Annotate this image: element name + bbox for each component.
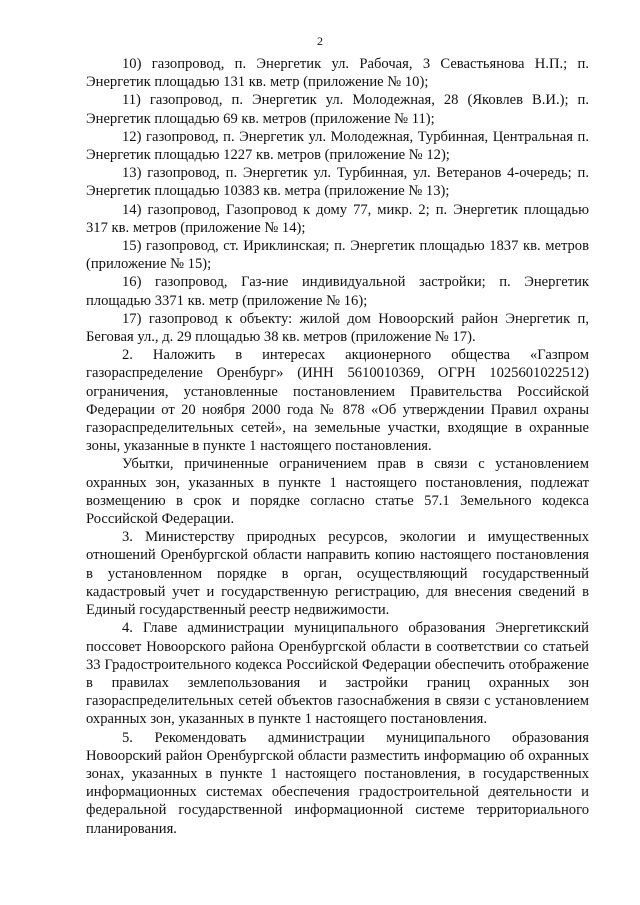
clause-5: 5. Рекомендовать администрации муниципального образования Новоорский район Оренбургской области разместить информацию об охранных зонах, указанных в пункте 1 настоящего постановления, в государственных информационных системах обеспечения градостроительной деятельности и федеральной государственной информационной системе территориального планирования. [86, 729, 589, 837]
list-item-13: 13) газопровод, п. Энергетик ул. Турбинная, ул. Ветеранов 4-очередь; п. Энергетик площадью 10383 кв. метра (приложение № 13); [86, 165, 589, 200]
clause-3: 3. Министерству природных ресурсов, экологии и имущественных отношений Оренбургской области направить копию настоящего постановления в установленном порядке в орган, осуществляющий государственный кадастровый учет и государственную регистрацию, для внесения сведений в Единый государственный реестр недвижимости. [86, 529, 589, 619]
clause-2: 2. Наложить в интересах акционерного общества «Газпром газораспределение Оренбург» (ИНН 5610010369, ОГРН 1025601022512) ограничения, установленные постановлением Правительства Российской Федерации от 20 ноября 2000 года № 878 «Об утверждении Правил охраны газораспределительных сетей», на земельные участки, входящие в охранные зоны, указанные в пункте 1 настоящего постановления. [86, 347, 589, 455]
list-item-15: 15) газопровод, ст. Ириклинская; п. Энергетик площадью 1837 кв. метров (приложение № 15); [86, 238, 589, 273]
page-number: 2 [317, 34, 323, 48]
list-item-14: 14) газопровод, Газопровод к дому 77, микр. 2; п. Энергетик площадью 317 кв. метров (приложение № 14); [86, 201, 589, 236]
clause-4: 4. Главе администрации муниципального образования Энергетикский поссовет Новоорского района Оренбургской области в соответствии со статьей 33 Градостроительного кодекса Российской Федерации обеспечить отображение в правилах землепользования и застройки границ охранных зон газораспределительных сетей объектов газоснабжения в связи с установлением охранных зон, указанных в пункте 1 настоящего постановления. [86, 620, 589, 728]
list-item-17: 17) газопровод к объекту: жилой дом Новоорский район Энергетик п, Беговая ул., д. 29 площадью 38 кв. метров (приложение № 17). [86, 310, 589, 346]
list-item-10: 10) газопровод, п. Энергетик ул. Рабочая, 3 Севастьянова Н.П.; п. Энергетик площадью 131 кв. метр (приложение № 10); [86, 56, 589, 91]
list-item-12: 12) газопровод, п. Энергетик ул. Молодежная, Турбинная, Центральная п. Энергетик площадью 1227 кв. метров (приложение № 12); [86, 128, 589, 164]
clause-2-damages: Убытки, причиненные ограничением прав в связи с установлением охранных зон, указанных в пункте 1 настоящего постановления, подлежат возмещению в срок и порядке согласно статье 57.1 Земельного кодекса Российской Федерации. [86, 456, 589, 528]
document-body [86, 55, 589, 838]
list-item-16: 16) газопровод, Газ-ние индивидуальной застройки; п. Энергетик площадью 3371 кв. метр (приложение № 16); [86, 274, 589, 309]
list-item-11: 11) газопровод, п. Энергетик ул. Молодежная, 28 (Яковлев В.И.); п. Энергетик площадью 69 кв. метров (приложение № 11); [86, 92, 589, 127]
